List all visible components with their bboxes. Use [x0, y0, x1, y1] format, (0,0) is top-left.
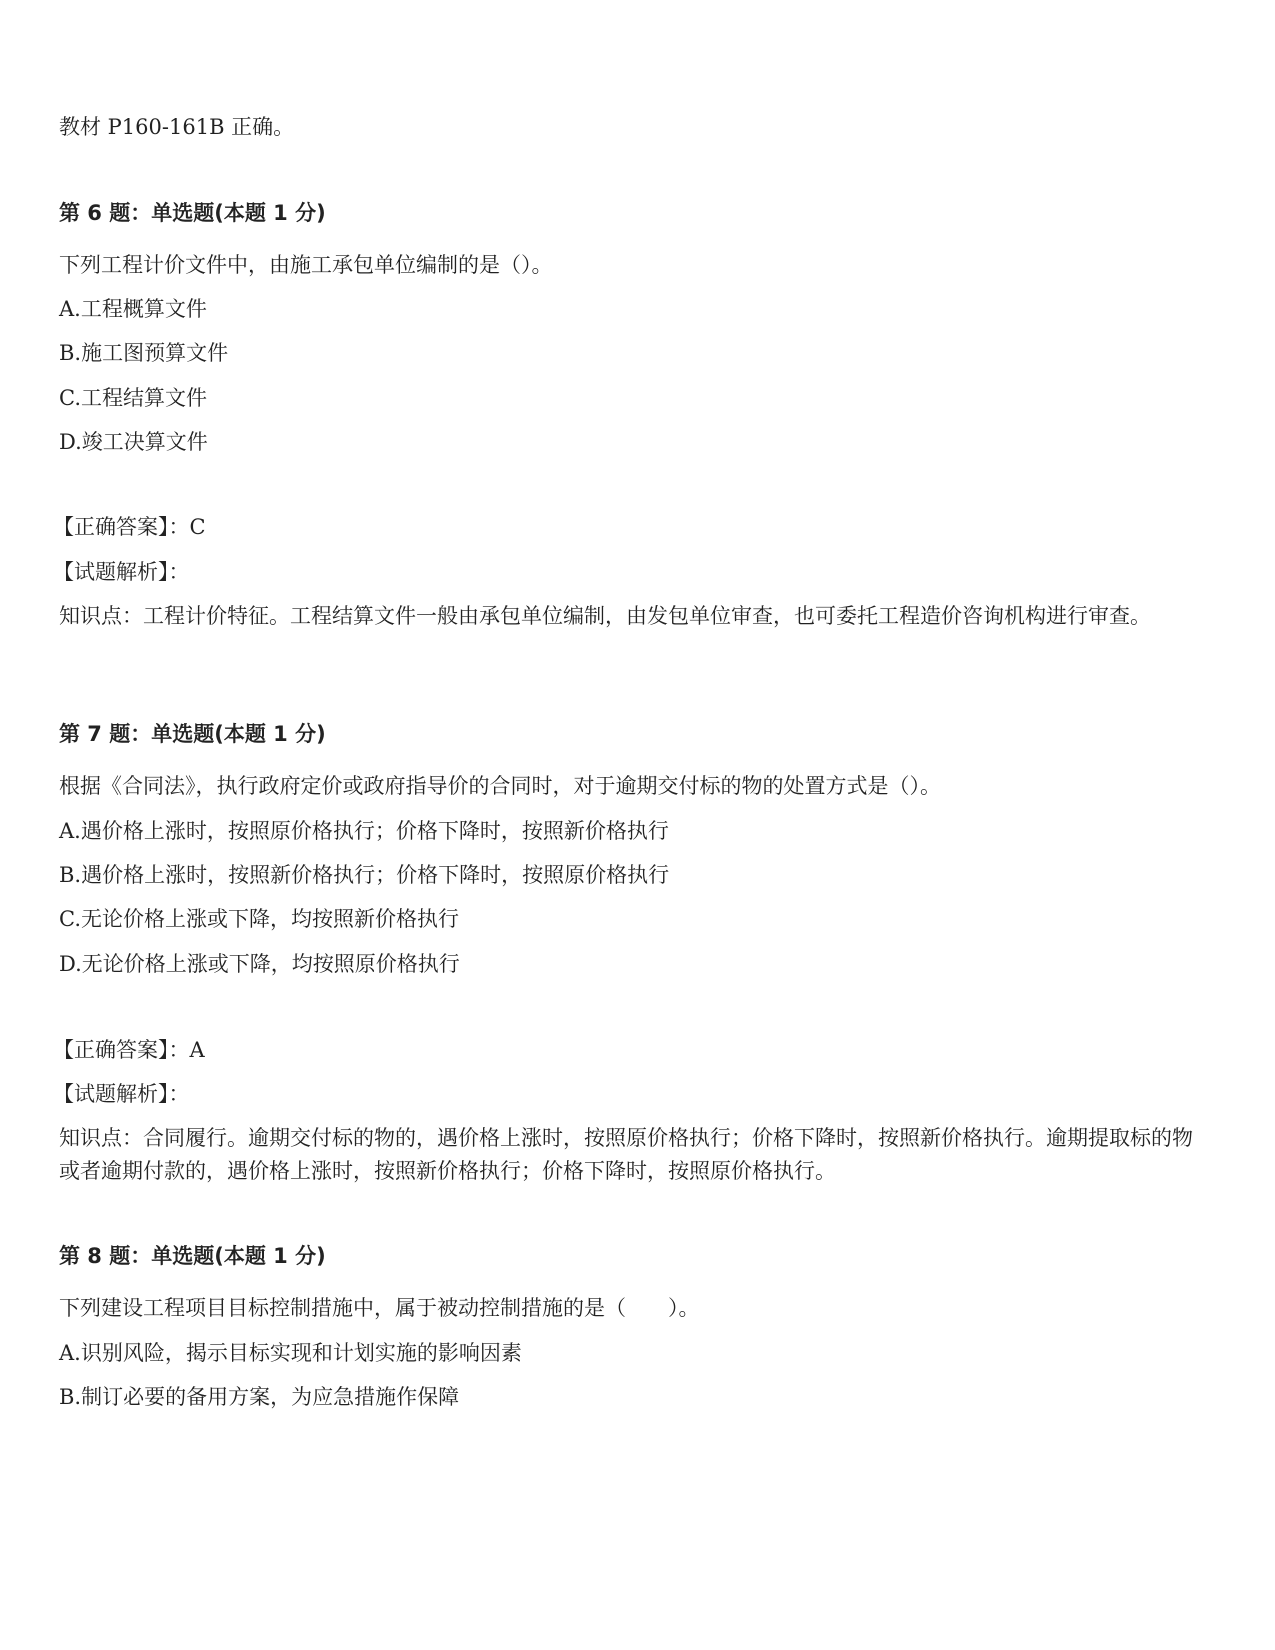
question-6-answer: 【正确答案】：C [53, 515, 206, 539]
previous-explanation-tail: 教材 P160-161B 正确。 [59, 115, 295, 139]
question-6-heading: 第 6 题：单选题(本题 1 分) [59, 201, 326, 225]
question-6-option-c: C.工程结算文件 [59, 386, 207, 410]
question-8-option-b: B.制订必要的备用方案，为应急措施作保障 [59, 1385, 460, 1409]
question-7-answer: 【正确答案】：A [53, 1038, 205, 1062]
question-7-option-b: B.遇价格上涨时，按照新价格执行；价格下降时，按照原价格执行 [59, 863, 670, 887]
question-7-option-c: C.无论价格上涨或下降，均按照新价格执行 [59, 907, 459, 931]
question-8-option-a: A.识别风险，揭示目标实现和计划实施的影响因素 [59, 1341, 522, 1365]
question-7-analysis: 知识点：合同履行。逾期交付标的物的，遇价格上涨时，按照原价格执行；价格下降时，按照新价格执行。逾期提取标的物或者逾期付款的，遇价格上涨时，按照新价格执行；价格下降时，按照原价格执行。 [59, 1126, 1193, 1183]
question-8-stem: 下列建设工程项目目标控制措施中，属于被动控制措施的是（ ）。 [59, 1296, 700, 1320]
question-8-heading: 第 8 题：单选题(本题 1 分) [59, 1244, 326, 1268]
question-6-stem: 下列工程计价文件中，由施工承包单位编制的是（）。 [59, 253, 553, 277]
question-6-option-b: B.施工图预算文件 [59, 341, 229, 365]
question-6-option-a: A.工程概算文件 [59, 297, 207, 321]
question-7-analysis-label: 【试题解析】： [53, 1082, 190, 1106]
question-7-stem: 根据《合同法》，执行政府定价或政府指导价的合同时，对于逾期交付标的物的处置方式是（）。 [59, 774, 941, 798]
question-7-option-d: D.无论价格上涨或下降，均按照原价格执行 [59, 952, 460, 976]
question-7-heading: 第 7 题：单选题(本题 1 分) [59, 722, 326, 746]
question-7-option-a: A.遇价格上涨时，按照原价格执行；价格下降时，按照新价格执行 [59, 819, 669, 843]
question-6-analysis: 知识点：工程计价特征。工程结算文件一般由承包单位编制，由发包单位审查，也可委托工程造价咨询机构进行审查。 [59, 604, 1151, 628]
question-6-analysis-label: 【试题解析】： [53, 560, 190, 584]
question-6-option-d: D.竣工决算文件 [59, 430, 208, 454]
